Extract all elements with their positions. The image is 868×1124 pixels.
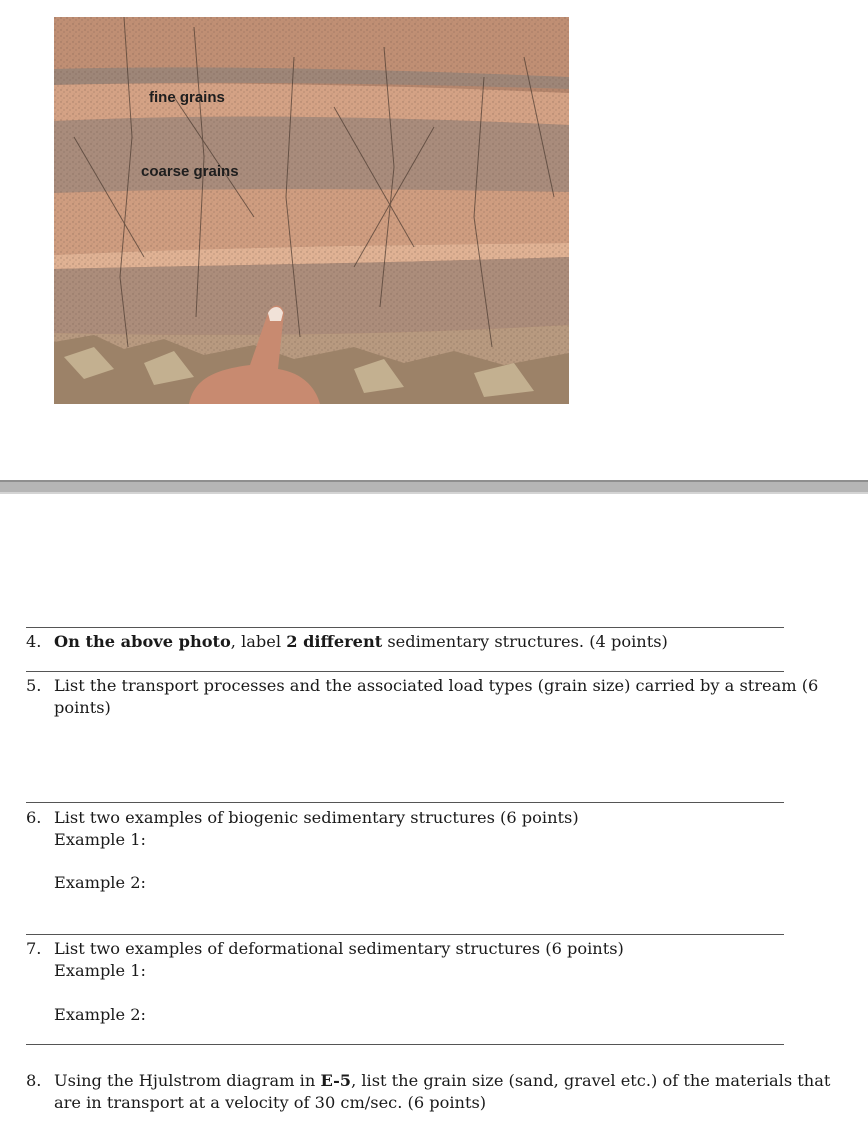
emphasis: E-5 [320,1071,352,1090]
outcrop-photo [54,17,569,404]
example-2-label: Example 2: [54,1005,146,1024]
text-run: , label [230,632,287,651]
example-1-label: Example 1: [54,830,146,849]
question-number: 6. [26,808,42,827]
question-number: 7. [26,939,42,958]
question-8 [26,1070,831,1114]
section-divider [0,480,868,494]
rule [26,1044,784,1045]
question-5 [26,675,819,719]
text-run: , list the grain size (sand, gravel etc.) of the materials that [351,1071,831,1090]
rule [26,671,784,672]
emphasis: 2 different [286,632,383,651]
question-4 [26,631,796,653]
outcrop-illustration [54,17,569,404]
question-7 [26,938,796,960]
question-text-line-2: are in transport at a velocity of 30 cm/sec. (6 points) [54,1093,487,1112]
question-number: 4. [26,632,42,651]
question-text [54,631,796,653]
example-1-label: Example 1: [54,961,146,980]
text-run: Using the Hjulstrom diagram in [54,1071,321,1090]
question-text: List two examples of deformational sedimentary structures (6 points) [54,939,624,958]
label-fine-grains: fine grains [149,89,225,106]
label-coarse-grains: coarse grains [141,163,239,180]
question-text-line-1: List the transport processes and the associated load types (grain size) carried by a stream (6 [54,676,819,695]
text-run: sedimentary structures. (4 points) [382,632,668,651]
emphasis: On the above photo [54,632,231,651]
question-text: List two examples of biogenic sedimentary structures (6 points) [54,808,579,827]
question-text-line-1 [54,1070,831,1092]
rule [26,802,784,803]
question-number: 5. [26,676,42,695]
question-text-line-2: points) [54,698,111,717]
rule [26,627,784,628]
question-6 [26,807,796,829]
rule [26,934,784,935]
question-number: 8. [26,1071,42,1090]
example-2-label: Example 2: [54,873,146,892]
